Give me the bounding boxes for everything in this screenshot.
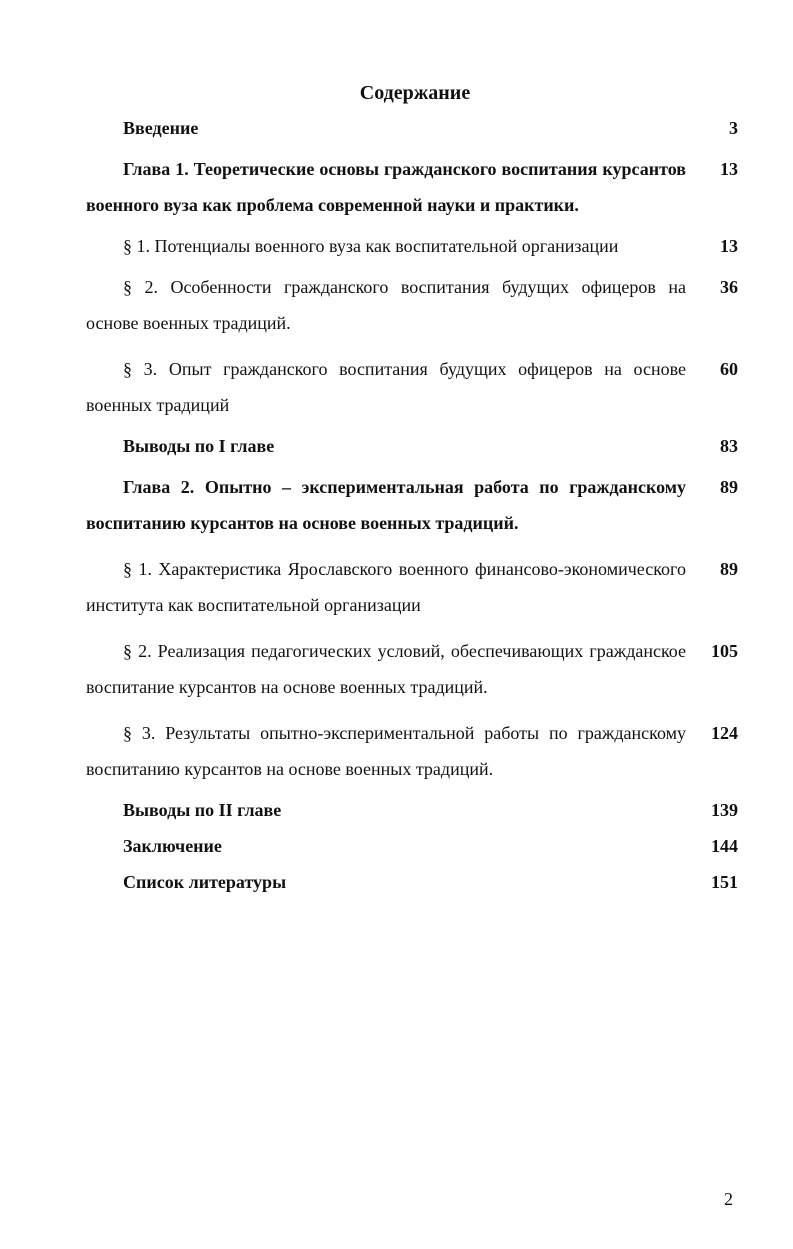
toc-entry-page: 151	[711, 872, 738, 892]
toc-entry-chapter-2[interactable]	[86, 469, 738, 541]
page-number: 2	[724, 1189, 733, 1209]
toc-entry-section-2-2[interactable]	[86, 633, 738, 705]
toc-entry-label: § 1. Характеристика Ярославского военного финансово-экономического института как воспитательной организации	[86, 559, 686, 615]
toc-entry-page: 89	[720, 559, 738, 579]
toc-entry-section-1-1[interactable]	[86, 233, 738, 259]
toc-entry-page: 60	[720, 359, 738, 379]
toc-entry-chapter-1[interactable]	[86, 151, 738, 223]
toc-entry-conclusions-chapter-2[interactable]	[86, 797, 738, 823]
toc-entry-conclusion[interactable]	[86, 833, 738, 859]
toc-entry-page: 144	[711, 836, 738, 856]
toc-entry-label: Введение	[123, 118, 199, 138]
toc-entry-page: 13	[720, 159, 738, 179]
toc-entry-page: 89	[720, 477, 738, 497]
toc-entry-label: § 3. Результаты опытно-экспериментальной работы по гражданскому воспитанию курсантов на основе военных традиций.	[86, 723, 686, 779]
toc-entry-label: § 3. Опыт гражданского воспитания будущих офицеров на основе военных традиций	[86, 359, 686, 415]
toc-entry-page: 13	[720, 236, 738, 256]
toc-entry-section-1-3[interactable]	[86, 351, 738, 423]
toc-entry-introduction[interactable]	[86, 115, 738, 141]
toc-entry-section-2-3[interactable]	[86, 715, 738, 787]
toc-entry-section-2-1[interactable]	[86, 551, 738, 623]
toc-entry-page: 105	[711, 641, 738, 661]
page-title: Содержание	[359, 82, 471, 104]
toc-entry-label: Выводы по II главе	[123, 800, 282, 820]
toc-entry-conclusions-chapter-1[interactable]	[86, 433, 738, 459]
toc-entry-section-1-2[interactable]	[86, 269, 738, 341]
toc-entry-page: 83	[720, 436, 738, 456]
toc-entry-page: 139	[711, 800, 738, 820]
table-of-contents	[86, 115, 738, 905]
toc-entry-page: 3	[729, 118, 738, 138]
toc-entry-label: Глава 1. Теоретические основы гражданского воспитания курсантов военного вуза как проблема современной науки и практики.	[86, 159, 686, 215]
toc-entry-label: Глава 2. Опытно – экспериментальная работа по гражданскому воспитанию курсантов на основе военных традиций.	[86, 477, 686, 533]
toc-entry-page: 36	[720, 277, 738, 297]
toc-entry-label: § 2. Реализация педагогических условий, обеспечивающих гражданское воспитание курсантов на основе военных традиций.	[86, 641, 686, 697]
toc-entry-label: Список литературы	[123, 872, 287, 892]
toc-entry-label: § 1. Потенциалы военного вуза как воспитательной организации	[123, 236, 619, 256]
toc-entry-bibliography[interactable]	[86, 869, 738, 895]
toc-entry-label: § 2. Особенности гражданского воспитания будущих офицеров на основе военных традиций.	[86, 277, 686, 333]
toc-entry-label: Выводы по I главе	[123, 436, 275, 456]
toc-entry-label: Заключение	[123, 836, 222, 856]
toc-entry-page: 124	[711, 723, 738, 743]
